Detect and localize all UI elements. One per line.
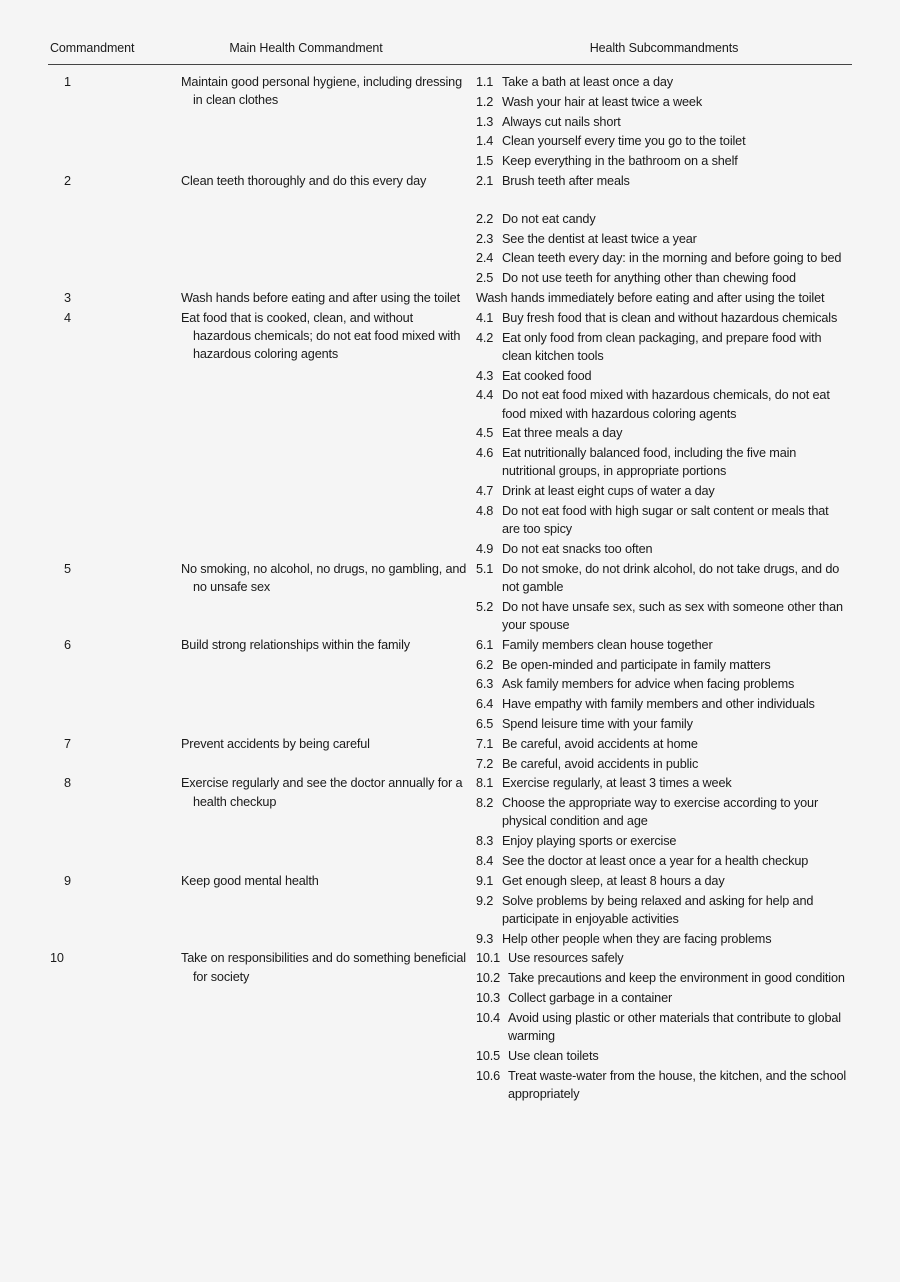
commandment-number: 6 [64, 637, 71, 652]
subcommandment-text: Buy fresh food that is clean and without hazardous chemicals [502, 310, 838, 325]
subcommandment-text: Keep everything in the bathroom on a shelf [502, 154, 738, 169]
subcommandment-id: 10.6 [476, 1068, 501, 1083]
subcommandment-id: 1.3 [476, 114, 494, 129]
subcommandment-text: Do not use teeth for anything other than chewing food [502, 271, 796, 286]
commandment-number: 1 [64, 75, 71, 89]
table-header [48, 34, 852, 65]
subcommandment-id: 2.2 [476, 211, 494, 226]
subcommandment-text: Choose the appropriate way to exercise according to your physical condition and age [502, 796, 819, 829]
subcommandment-text: Take precautions and keep the environment in good condition [508, 971, 845, 986]
subcommandment-id: 10.4 [476, 1010, 501, 1025]
subcommandment-list [476, 309, 848, 560]
subcommandment-id: 9.1 [476, 873, 494, 888]
subcommandment-text: Eat only food from clean packaging, and prepare food with clean kitchen tools [502, 330, 822, 363]
subcommandment [476, 872, 848, 890]
subcommandment [476, 930, 848, 948]
subcommandment [476, 695, 848, 713]
subcommandment-id: 9.3 [476, 931, 494, 946]
subcommandment [476, 735, 848, 753]
commandment-number: 8 [64, 776, 71, 791]
commandment-number: 4 [64, 310, 71, 325]
subcommandment-text: Do not eat candy [502, 211, 596, 226]
commandment-number: 2 [64, 173, 71, 188]
table-row [48, 872, 852, 950]
subcommandment-id: 4.5 [476, 426, 494, 441]
main-commandment: Take on responsibilities and do something beneficial for society [181, 951, 466, 984]
subcommandment [476, 636, 848, 654]
subcommandment-id: 8.4 [476, 853, 494, 868]
subcommandment-text: Be careful, avoid accidents at home [502, 736, 698, 751]
subcommandment-id: 9.2 [476, 893, 494, 908]
subcommandment [476, 269, 848, 287]
subcommandment-text: Avoid using plastic or other materials that contribute to global warming [508, 1010, 841, 1043]
subcommandment-id: 4.9 [476, 541, 494, 556]
commandment-number: 3 [64, 290, 71, 305]
subcommandment-id: 10.1 [476, 951, 501, 966]
main-commandment: Clean teeth thoroughly and do this every day [181, 173, 427, 188]
subcommandment-text: Brush teeth after meals [502, 173, 630, 188]
subcommandment-text: Eat cooked food [502, 368, 592, 383]
subcommandment-id: 6.2 [476, 657, 494, 672]
subcommandment [476, 1047, 848, 1065]
subcommandment-id: 10.3 [476, 990, 501, 1005]
subcommandment [476, 113, 848, 131]
subcommandment-id: 1.4 [476, 134, 494, 149]
commandment-number: 9 [64, 873, 71, 888]
subcommandment-id: 2.4 [476, 251, 494, 266]
subcommandment-text: Ask family members for advice when facing problems [502, 677, 795, 692]
subcommandment [476, 386, 848, 422]
subcommandment-text: Be careful, avoid accidents in public [502, 756, 699, 771]
subcommandment-text: Do not eat snacks too often [502, 541, 653, 556]
subcommandment-text: Do not eat food with high sugar or salt content or meals that are too spicy [502, 503, 829, 537]
table-row [48, 172, 852, 289]
table-row [48, 949, 852, 1104]
subcommandment-list [476, 560, 848, 636]
subcommandment [476, 989, 848, 1007]
subcommandment-text: Be open-minded and participate in family matters [502, 657, 771, 672]
subcommandment-list [476, 872, 848, 950]
table-row [48, 774, 852, 871]
subcommandment-text: Always cut nails short [502, 114, 621, 129]
subcommandment [476, 949, 848, 967]
subcommandment-id: 8.1 [476, 776, 494, 791]
subcommandment [476, 230, 848, 248]
subcommandment [476, 309, 848, 327]
subcommandment-text: Eat three meals a day [502, 426, 623, 441]
subcommandment-id: 4.4 [476, 388, 494, 403]
subcommandment [476, 832, 848, 850]
subcommandment [476, 755, 848, 773]
table-row [48, 309, 852, 560]
subcommandment-text: Drink at least eight cups of water a day [502, 484, 715, 499]
header-subcommandments: Health Subcommandments [589, 41, 739, 55]
commandment-number: 7 [64, 736, 71, 751]
subcommandment-id: 6.4 [476, 697, 494, 712]
subcommandment-text: Do not eat food mixed with hazardous chemicals, do not eat food mixed with hazardous coloring agents [502, 388, 830, 421]
header-commandment: Commandment [50, 41, 135, 55]
header-main-commandment: Main Health Commandment [229, 41, 383, 55]
subcommandment-id: 5.2 [476, 599, 494, 614]
subcommandment-id: 2.5 [476, 271, 494, 286]
subcommandment-text: Clean yourself every time you go to the toilet [502, 134, 746, 149]
subcommandment-list [476, 172, 848, 289]
subcommandment-id: 6.3 [476, 677, 494, 692]
subcommandment-text: Eat nutritionally balanced food, including the five main nutritional groups, in appropriate portions [502, 446, 797, 479]
subcommandment-text: Collect garbage in a container [508, 990, 673, 1005]
subcommandment-id: 2.1 [476, 173, 494, 188]
subcommandment-text: Solve problems by being relaxed and asking for help and participate in enjoyable activities [502, 893, 814, 926]
subcommandment-id: 4.7 [476, 484, 494, 499]
subcommandment [476, 249, 848, 267]
main-commandment: No smoking, no alcohol, no drugs, no gambling, and no unsafe sex [181, 561, 467, 594]
subcommandment-list [476, 636, 848, 735]
table-body [48, 65, 852, 1105]
subcommandment-text: Family members clean house together [502, 637, 713, 652]
subcommandment-id: 1.5 [476, 154, 494, 169]
subcommandment [476, 715, 848, 733]
subcommandment-text: Spend leisure time with your family [502, 716, 693, 731]
subcommandment-list [476, 735, 848, 775]
commandment-number: 5 [64, 561, 71, 576]
subcommandment [476, 444, 848, 480]
table-row [48, 636, 852, 735]
subcommandment-list [476, 949, 848, 1104]
subcommandment-text: Have empathy with family members and other individuals [502, 697, 815, 712]
commandment-number: 10 [50, 951, 64, 966]
subcommandment [476, 210, 848, 228]
subcommandment [476, 656, 848, 674]
main-commandment: Maintain good personal hygiene, including dressing in clean clothes [181, 75, 462, 108]
main-commandment: Wash hands before eating and after using the toilet [181, 290, 460, 305]
subcommandment-list [476, 73, 848, 172]
subcommandment-text: Wash your hair at least twice a week [502, 94, 703, 109]
subcommandment-list [476, 774, 848, 871]
health-commandments-table [48, 34, 852, 1105]
subcommandment-id: 1.2 [476, 94, 494, 109]
subcommandment [476, 367, 848, 385]
subcommandment-text: Do not smoke, do not drink alcohol, do not take drugs, and do not gamble [502, 561, 840, 594]
subcommandment-text: Exercise regularly, at least 3 times a week [502, 776, 732, 791]
subcommandment-text: Get enough sleep, at least 8 hours a day [502, 873, 725, 888]
subcommandment [476, 598, 848, 634]
subcommandment [476, 540, 848, 558]
subcommandment [476, 892, 848, 928]
subcommandment-text: See the doctor at least once a year for a health checkup [502, 853, 809, 868]
subcommandment [476, 132, 848, 150]
subcommandment [476, 93, 848, 111]
main-commandment: Exercise regularly and see the doctor annually for a health checkup [181, 776, 463, 809]
subcommandment-id: 7.2 [476, 756, 494, 771]
table-row [48, 73, 852, 172]
subcommandment-id: 8.3 [476, 834, 494, 849]
subcommandment [476, 329, 848, 365]
subcommandment [476, 969, 848, 987]
subcommandment [476, 502, 848, 538]
subcommandment-id: 2.3 [476, 231, 494, 246]
subcommandment [476, 1009, 848, 1045]
subcommandment [476, 172, 848, 190]
subcommandment-id: 4.2 [476, 330, 494, 345]
subcommandment-id: 10.2 [476, 971, 501, 986]
subcommandment-id: 1.1 [476, 75, 494, 89]
table-row [48, 735, 852, 775]
subcommandment-text: See the dentist at least twice a year [502, 231, 697, 246]
table-row [48, 560, 852, 636]
subcommandment-id: 6.1 [476, 637, 494, 652]
subcommandment [476, 1067, 848, 1103]
subcommandment-id: 10.5 [476, 1048, 501, 1063]
table-row [48, 289, 852, 309]
subcommandment-text: Wash hands immediately before eating and after using the toilet [476, 290, 825, 305]
main-commandment: Build strong relationships within the family [181, 637, 410, 652]
subcommandment [476, 289, 848, 307]
subcommandment [476, 424, 848, 442]
subcommandment-text: Take a bath at least once a day [502, 75, 673, 89]
subcommandment [476, 152, 848, 170]
subcommandment [476, 73, 848, 91]
subcommandment-id: 4.1 [476, 310, 494, 325]
subcommandment-id: 4.3 [476, 368, 494, 383]
subcommandment-text: Use clean toilets [508, 1048, 599, 1063]
subcommandment [476, 482, 848, 500]
subcommandment-text: Treat waste-water from the house, the kitchen, and the school appropriately [508, 1068, 847, 1101]
subcommandment-id: 7.1 [476, 736, 494, 751]
subcommandment-text: Help other people when they are facing problems [502, 931, 772, 946]
subcommandment-text: Use resources safely [508, 951, 624, 966]
subcommandment-id: 4.8 [476, 503, 494, 518]
subcommandment-text: Clean teeth every day: in the morning and before going to bed [502, 251, 842, 266]
subcommandment-id: 8.2 [476, 796, 494, 811]
subcommandment [476, 852, 848, 870]
main-commandment: Eat food that is cooked, clean, and without hazardous chemicals; do not eat food mixed with hazardous coloring agents [181, 310, 461, 362]
main-commandment: Prevent accidents by being careful [181, 736, 370, 751]
subcommandment [476, 560, 848, 596]
subcommandment-id: 5.1 [476, 561, 494, 576]
subcommandment-id: 4.6 [476, 446, 494, 461]
subcommandment [476, 774, 848, 792]
subcommandment [476, 794, 848, 830]
main-commandment: Keep good mental health [181, 873, 319, 888]
subcommandment-id: 6.5 [476, 716, 494, 731]
subcommandment-list [476, 289, 848, 309]
subcommandment [476, 675, 848, 693]
subcommandment-text: Do not have unsafe sex, such as sex with someone other than your spouse [502, 599, 843, 632]
subcommandment-text: Enjoy playing sports or exercise [502, 834, 677, 849]
